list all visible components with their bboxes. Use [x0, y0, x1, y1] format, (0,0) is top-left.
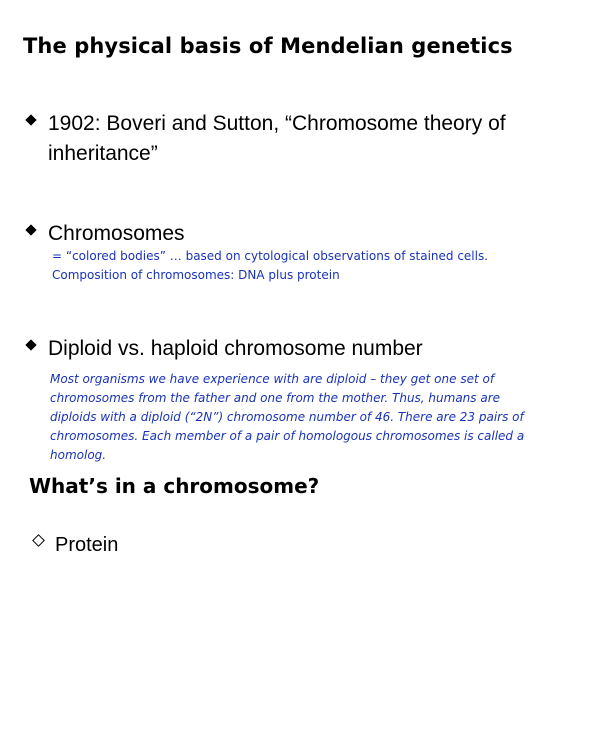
page-title: The physical basis of Mendelian genetics: [23, 34, 513, 58]
diamond-bullet-icon: [25, 114, 36, 125]
section-heading: What’s in a chromosome?: [29, 474, 320, 498]
chromosomes-note: [52, 247, 488, 285]
note-line: chromosomes. Each member of a pair of homologous chromosomes is called a: [50, 429, 525, 443]
bullet-line: Chromosomes: [48, 222, 185, 245]
note-line: homolog.: [50, 448, 107, 462]
diamond-bullet-icon: [25, 339, 36, 350]
note-line: = “colored bodies” … based on cytological observations of stained cells.: [52, 249, 489, 263]
note-line: Composition of chromosomes: DNA plus protein: [52, 268, 340, 282]
note-line: Most organisms we have experience with are diploid – they get one set of: [50, 372, 495, 386]
sub-bullet-text: Protein: [55, 534, 119, 556]
bullet-line: 1902: Boveri and Sutton, “Chromosome theory of: [48, 112, 506, 135]
hollow-diamond-bullet-icon: [32, 534, 45, 547]
bullet-line: inheritance”: [48, 142, 158, 165]
bullet-text: [48, 334, 423, 364]
note-line: diploids with a diploid (“2N”) chromosome number of 46. There are 23 pairs of: [50, 410, 524, 424]
bullet-text: [48, 109, 506, 169]
bullet-line: Diploid vs. haploid chromosome number: [48, 337, 423, 360]
diploid-note: [50, 370, 524, 465]
bullet-text: [48, 219, 185, 249]
note-line: chromosomes from the father and one from the mother. Thus, humans are: [50, 391, 501, 405]
diamond-bullet-icon: [25, 224, 36, 235]
